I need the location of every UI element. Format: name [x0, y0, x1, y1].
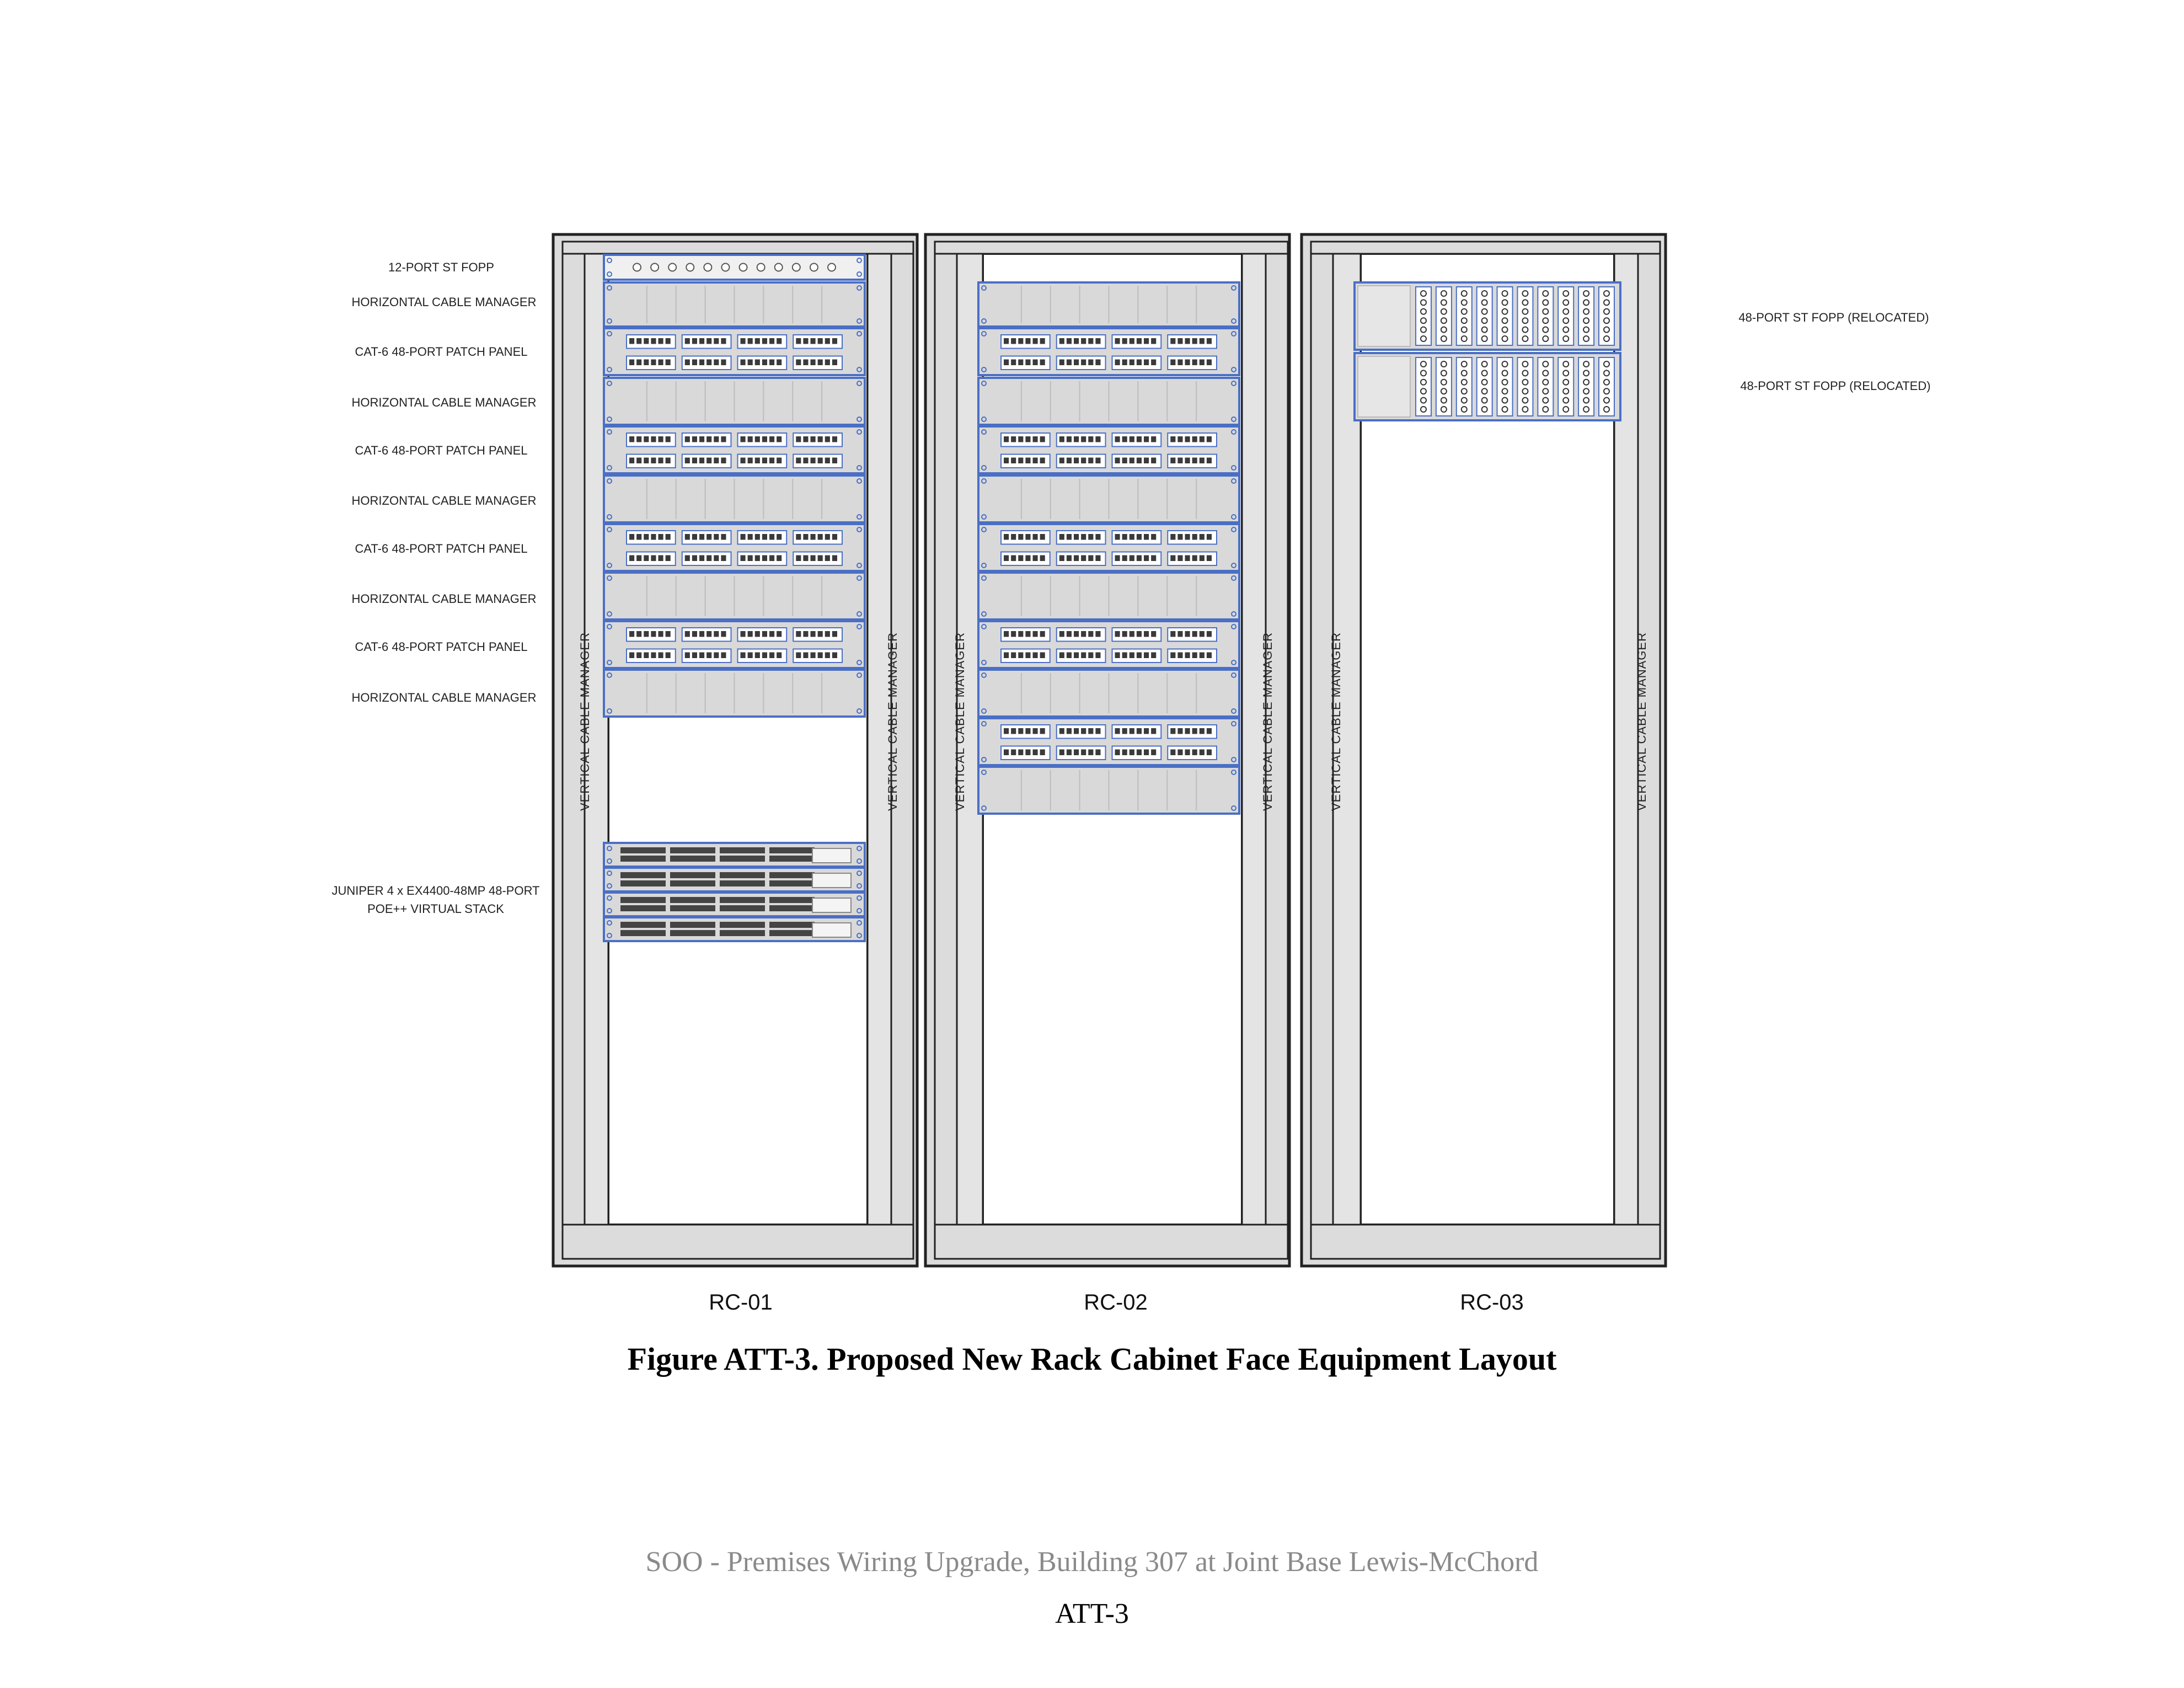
equipment-label: HORIZONTAL CABLE MANAGER: [351, 691, 537, 704]
rack-name-label: RC-01: [709, 1290, 773, 1315]
horizontal-cable-manager: [604, 282, 865, 327]
vertical-cable-manager-label: VERTICAL CABLE MANAGER: [886, 632, 900, 811]
switch-label-line2: POE++ VIRTUAL STACK: [367, 902, 504, 916]
switch-unit: [604, 893, 865, 916]
fiber-patch-panel-12: [604, 255, 865, 280]
equipment-label: 12-PORT ST FOPP: [388, 260, 494, 274]
patch-panel: [978, 524, 1239, 571]
horizontal-cable-manager: [604, 378, 865, 425]
equipment-label: HORIZONTAL CABLE MANAGER: [351, 396, 537, 409]
juniper-switch-stack: [604, 843, 865, 941]
vertical-cable-manager-label: VERTICAL CABLE MANAGER: [1329, 632, 1343, 811]
switch-label-line1: JUNIPER 4 x EX4400-48MP 48-PORT: [331, 884, 540, 898]
document-footer: SOO - Premises Wiring Upgrade, Building 307 at Joint Base Lewis-McChord: [645, 1546, 1539, 1578]
rack-name-label: RC-03: [1460, 1290, 1524, 1315]
patch-panel: [604, 426, 865, 473]
vertical-cable-manager-label: VERTICAL CABLE MANAGER: [1261, 632, 1275, 811]
switch-unit: [604, 868, 865, 891]
horizontal-cable-manager: [978, 573, 1239, 619]
patch-panel: [604, 621, 865, 668]
equipment-label: CAT-6 48-PORT PATCH PANEL: [355, 345, 528, 359]
equipment-label: HORIZONTAL CABLE MANAGER: [351, 295, 537, 309]
horizontal-cable-manager: [978, 670, 1239, 717]
rack-name-label: RC-02: [1084, 1290, 1148, 1315]
fiber-patch-panel-48: [1355, 282, 1620, 350]
patch-panel: [978, 328, 1239, 375]
horizontal-cable-manager: [604, 573, 865, 619]
switch-unit: [604, 917, 865, 941]
equipment-label: CAT-6 48-PORT PATCH PANEL: [355, 640, 528, 654]
switch-unit: [604, 843, 865, 867]
horizontal-cable-manager: [978, 378, 1239, 425]
rc-02-equipment: [978, 282, 1239, 814]
fiber-patch-panel-48: [1355, 353, 1620, 420]
patch-panel: [978, 426, 1239, 473]
horizontal-cable-manager: [978, 767, 1239, 814]
horizontal-cable-manager: [978, 476, 1239, 522]
horizontal-cable-manager: [604, 670, 865, 717]
rc-03-equipment-labels: [1738, 311, 1930, 393]
equipment-label: 48-PORT ST FOPP (RELOCATED): [1740, 379, 1931, 393]
equipment-label: HORIZONTAL CABLE MANAGER: [351, 592, 537, 606]
vertical-cable-manager-label: VERTICAL CABLE MANAGER: [578, 632, 592, 811]
figure-caption: Figure ATT-3. Proposed New Rack Cabinet Face Equipment Layout: [627, 1341, 1557, 1377]
page-number: ATT-3: [1055, 1598, 1129, 1630]
patch-panel: [978, 718, 1239, 765]
rc-01-equipment-labels: [331, 260, 539, 916]
patch-panel: [604, 328, 865, 375]
equipment-label: 48-PORT ST FOPP (RELOCATED): [1738, 311, 1929, 324]
equipment-label: HORIZONTAL CABLE MANAGER: [351, 494, 537, 508]
rc-01-equipment: [604, 255, 865, 717]
horizontal-cable-manager: [978, 282, 1239, 327]
equipment-label: CAT-6 48-PORT PATCH PANEL: [355, 444, 528, 457]
horizontal-cable-manager: [604, 476, 865, 522]
equipment-label: CAT-6 48-PORT PATCH PANEL: [355, 542, 528, 555]
patch-panel: [604, 524, 865, 571]
vertical-cable-manager-label: VERTICAL CABLE MANAGER: [1635, 632, 1648, 811]
patch-panel: [978, 621, 1239, 668]
vertical-cable-manager-label: VERTICAL CABLE MANAGER: [953, 632, 967, 811]
